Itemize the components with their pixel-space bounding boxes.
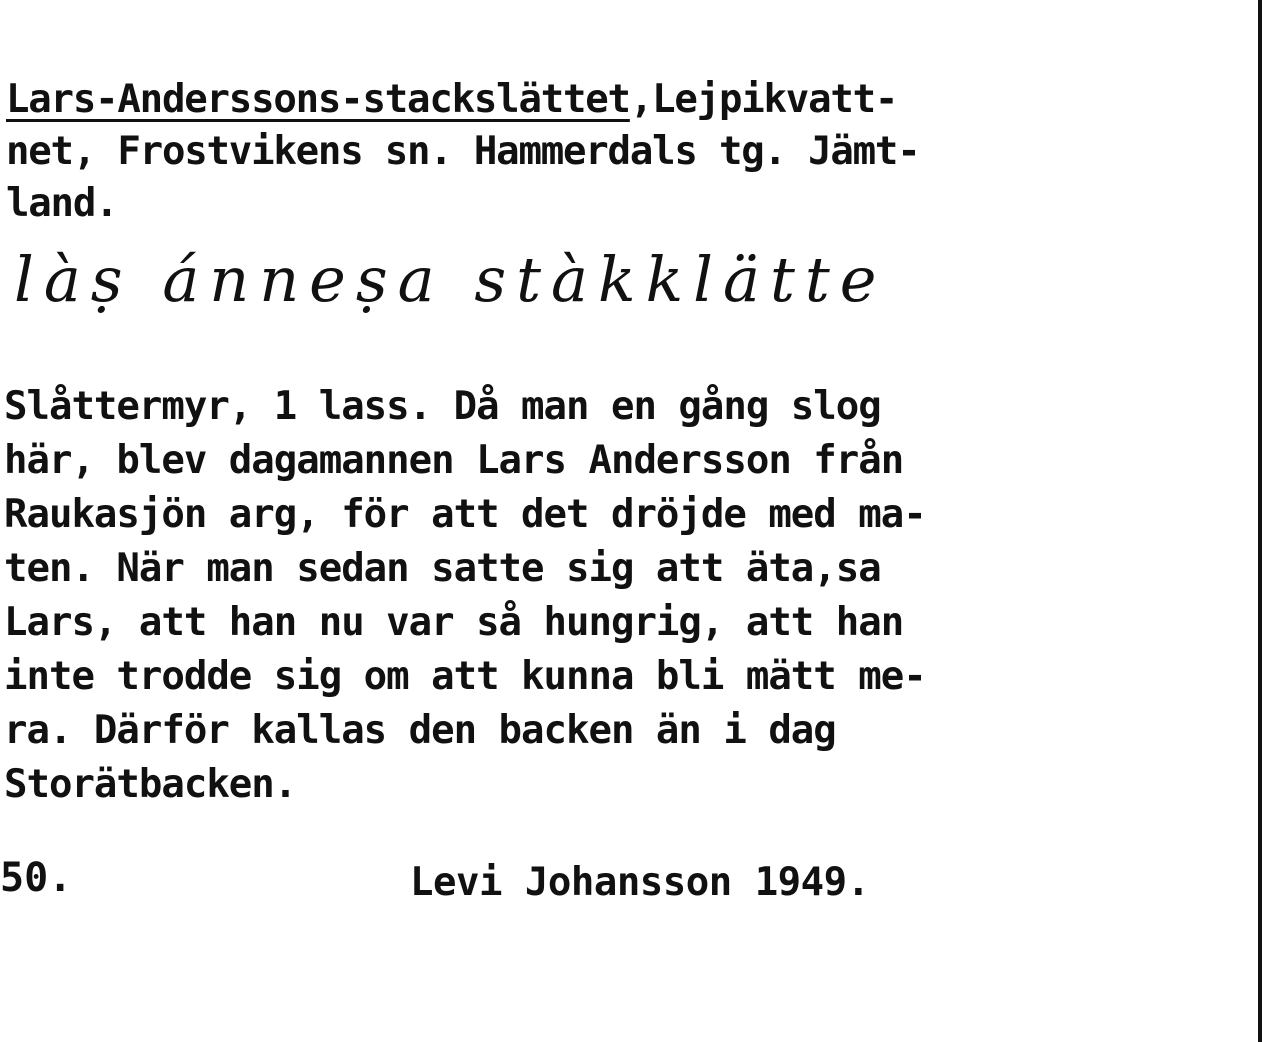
description-line: inte trodde sig om att kunna bli mätt me-	[4, 654, 926, 699]
description-text	[4, 380, 1254, 812]
description-line: ten. När man sedan satte sig att äta,sa	[4, 546, 881, 591]
description-line: ra. Därför kallas den backen än i dag	[4, 708, 836, 753]
description-line: Raukasjön arg, för att det dröjde med ma-	[4, 492, 926, 537]
description-line: här, blev dagamannen Lars Andersson från	[4, 438, 904, 483]
description-line: Storätbacken.	[4, 762, 297, 807]
heading-location-start: ,Lejpikvatt-	[629, 77, 898, 122]
description-line: Slåttermyr, 1 lass. Då man en gång slog	[4, 384, 881, 429]
card-number: 50.	[0, 855, 73, 901]
place-name: Lars-Anderssons-stackslättet	[6, 77, 630, 122]
heading-line-2: net, Frostvikens sn. Hammerdals tg. Jämt-	[6, 129, 920, 174]
card-edge-line	[1258, 0, 1262, 1042]
heading-line-3: land.	[6, 181, 118, 226]
author-and-year: Levi Johansson 1949.	[410, 860, 870, 905]
description-line: Lars, att han nu var så hungrig, att han	[4, 600, 904, 645]
phonetic-transcription: làṣ ánneṣa stàkklätte	[14, 243, 887, 316]
heading-line-1	[6, 74, 1246, 126]
place-name-heading	[6, 74, 1246, 230]
